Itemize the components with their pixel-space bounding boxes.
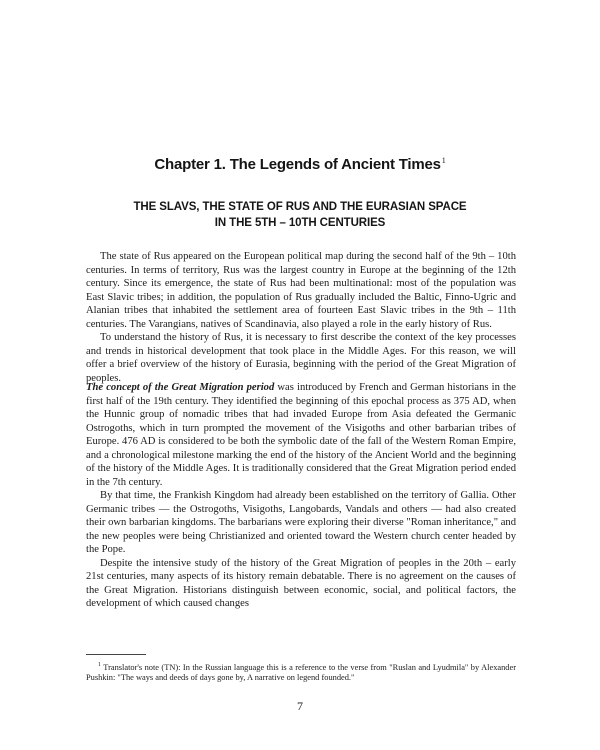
body-text-block-2 bbox=[86, 381, 516, 611]
paragraph-3 bbox=[86, 381, 516, 489]
body-text-block-1 bbox=[86, 250, 516, 385]
footnote-reference: 1 bbox=[441, 156, 446, 165]
paragraph-1: The state of Rus appeared on the European political map during the second half of the 9th – 10th centuries. In terms of territory, Rus was the largest country in Europe at the beginning of the 12th century. Since its emergence, the state of Rus had been multinational: most of the population was East Slavic tribes; in addition, the population of Rus gradually included the Baltic, Finno-Ugric and Alanian tribes that inhabited the settlement area of fourteen East Slavic tribes in the 9th – 11th centuries. The Varangians, natives of Scandinavia, also played a role in the early history of Rus. bbox=[86, 251, 516, 330]
chapter-title bbox=[0, 156, 600, 173]
chapter-title-text: Chapter 1. The Legends of Ancient Times bbox=[154, 156, 441, 173]
section-heading-line-1: THE SLAVS, THE STATE OF RUS AND THE EURASIAN SPACE bbox=[133, 201, 467, 213]
paragraph-2: To understand the history of Rus, it is necessary to first describe the context of the key processes and trends in historical development that took place in the Middle Ages. For this reason, we will offer a brief overview of the history of Eurasia, beginning with the period of the Great Migration of peoples. bbox=[86, 332, 516, 384]
paragraph-5: Despite the intensive study of the history of the Great Migration of peoples in the 20th – early 21st centuries, many aspects of its history remain debatable. There is no agreement on the causes of the Great Migration. Historians distinguish between economic, social, and political factors, the development of which caused changes bbox=[86, 557, 516, 609]
footnote bbox=[86, 660, 516, 684]
section-heading bbox=[90, 199, 510, 231]
footnote-marker: 1 bbox=[98, 662, 101, 668]
paragraph-4: By that time, the Frankish Kingdom had already been established on the territory of Gallia. Other Germanic tribes — the Ostrogoths, Visigoths, Langobards, Vandals and others — had also created their own barbarian kingdoms. The barbarians were exploring their diverse "Roman inheritance," and the new peoples were being Christianized and oriented toward the Western church center headed by the Pope. bbox=[86, 490, 516, 555]
footnote-text: Translator's note (TN): In the Russian language this is a reference to the verse from "Ruslan and Lyudmila" by Alexander Pushkin: "The ways and deeds of days gone by, A narrative on legend founded." bbox=[86, 662, 516, 683]
section-heading-line-2: IN THE 5TH – 10TH CENTURIES bbox=[214, 217, 386, 229]
page-number: 7 bbox=[297, 699, 303, 713]
paragraph-3-lead: The concept of the Great Migration period bbox=[86, 382, 275, 393]
footnote-divider bbox=[86, 654, 146, 655]
paragraph-3-text: was introduced by French and German historians in the first half of the 19th century. They identified the beginning of this epochal process as 375 AD, when the Hunnic group of nomadic tribes that had invaded Europe from Asia defeated the Germanic Ostrogoths, which in turn prompted the movement of the Visigoths and other barbarian tribes of Europe. 476 AD is considered to be both the symbolic date of the fall of the Western Roman Empire, and a chronological milestone marking the end of the history of the Ancient World and the beginning of the history of the Middle Ages. It is traditionally considered that the Great Migration period ended in the 7th century. bbox=[86, 382, 516, 488]
